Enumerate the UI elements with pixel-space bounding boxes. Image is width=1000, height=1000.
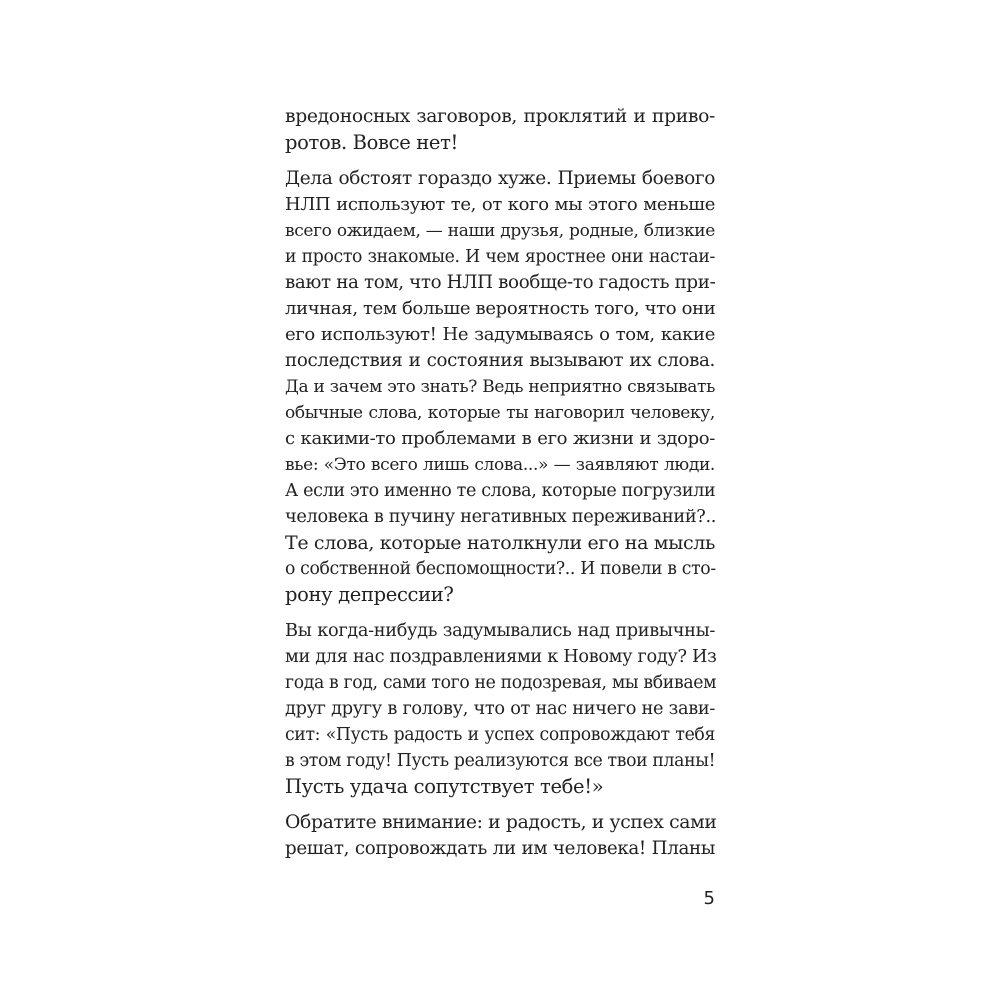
paragraph-3-line-1: Вы когда-нибудь задумывались над привычны- xyxy=(285,621,715,641)
paragraph-2-line-2: НЛП используют те, от кого мы этого меньше xyxy=(285,194,715,215)
paragraph-3-line-5: сит: «Пусть радость и успех сопровождают тебя xyxy=(285,725,715,745)
paragraph-2-line-16: о собственной беспомощности?.. И повели в сто- xyxy=(285,559,716,579)
paragraph-2-line-3: всего ожидаем, — наши друзья, родные, близкие xyxy=(285,221,715,241)
paragraph-3-line-3: года в год, сами того не подозревая, мы вбиваем xyxy=(285,673,717,693)
paragraph-2-line-1: Дела обстоят гораздо хуже. Приемы боевого xyxy=(285,168,715,189)
paragraph-2-line-10: обычные слова, которые ты наговорил человеку, xyxy=(285,403,715,423)
paragraph-3-line-6: в этом году! Пусть реализуются все твои планы! xyxy=(285,751,716,771)
paragraph-2-line-17: рону депрессии? xyxy=(285,583,454,606)
paragraph-2-line-7: его используют! Не задумываясь о том, какие xyxy=(285,324,715,345)
paragraph-3-line-2: ми для нас поздравлениями к Новому году? Из xyxy=(285,647,717,667)
paragraph-2-line-8: последствия и состояния вызывают их слова. xyxy=(285,350,715,371)
paragraph-4-line-1: Обратите внимание: и радость, и успех сами xyxy=(285,812,717,833)
paragraph-2-line-14: человека в пучину негативных переживаний?.. xyxy=(285,507,717,527)
paragraph-3-line-4: друг другу в голову, что от нас ничего не зави- xyxy=(285,699,715,719)
paragraph-2-line-9: Да и зачем это знать? Ведь неприятно связывать xyxy=(285,377,715,397)
paragraph-2-line-11: с какими-то проблемами в его жизни и здоро- xyxy=(285,428,715,449)
paragraph-2-line-4: и просто знакомые. И чем яростнее они настаи- xyxy=(285,247,715,267)
paragraph-2-line-5: вают на том, что НЛП вообще-то гадость при- xyxy=(285,272,716,293)
paragraph-4-line-2: решат, сопровождать ли им человека! Планы xyxy=(285,838,715,859)
paragraph-1-line-1: вредоносных заговоров, проклятий и приво- xyxy=(285,106,715,127)
paragraph-2-line-13: А если это именно те слова, которые погрузили xyxy=(285,481,716,501)
page-number: 5 xyxy=(703,888,715,909)
paragraph-1-line-2: ротов. Вовсе нет! xyxy=(285,131,459,154)
paragraph-2-line-15: Те слова, которые натолкнули его на мысль xyxy=(285,532,715,554)
paragraph-2-line-12: вье: «Это всего лишь слова...» — заявляют люди. xyxy=(285,455,715,475)
paragraph-2-line-6: личная, тем больше вероятность того, что они xyxy=(285,298,716,319)
paragraph-3-line-7: Пусть удача сопутствует тебе!» xyxy=(285,775,604,798)
